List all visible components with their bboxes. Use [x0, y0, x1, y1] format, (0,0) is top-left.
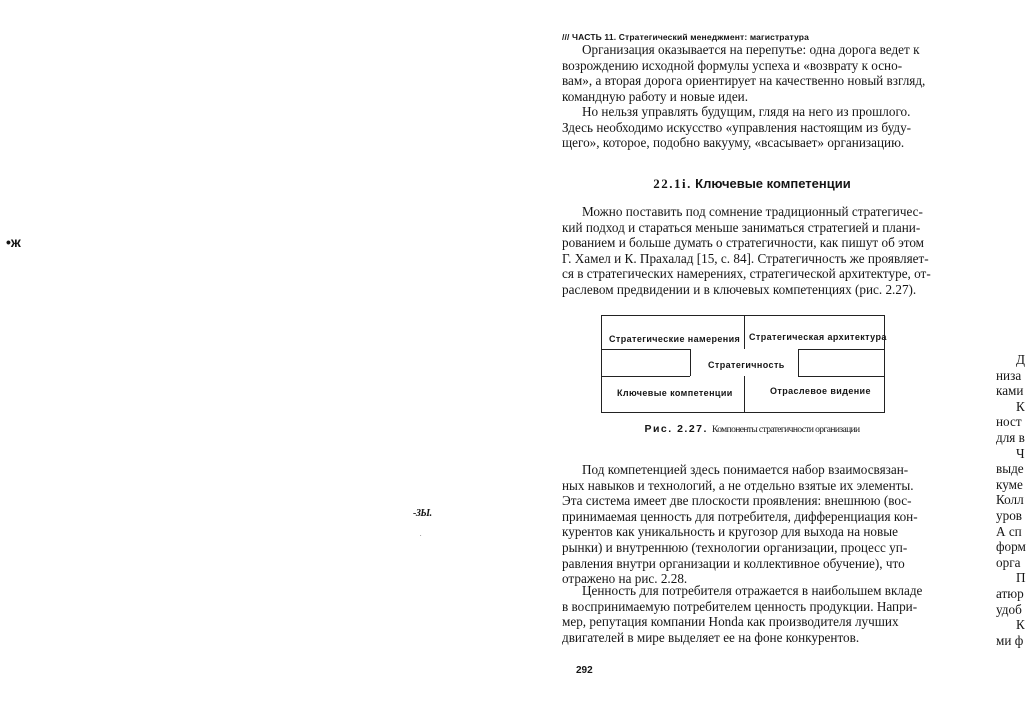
text-fragment: Колл	[996, 492, 1024, 508]
text-line: рынки) и внутреннюю (технологии организации, процесс уп-	[562, 539, 908, 555]
text-line: отражено на рис. 2.28.	[562, 571, 688, 587]
figure-caption-text: Компоненты стратегичности организации	[711, 425, 860, 435]
text-line: Эта система имеет две плоскости проявления: внешнюю (вос-	[562, 493, 912, 509]
diagram-cell-core-competencies: Ключевые компетенции	[617, 388, 733, 398]
text-line: Здесь необходимо искусство «управления настоящим из буду-	[562, 119, 912, 135]
text-fragment: Ч	[1016, 445, 1025, 461]
text-fragment: уров	[996, 507, 1023, 523]
text-line: равления внутри организации и коллективное обучение), что	[562, 555, 905, 571]
text-line: Но нельзя управлять будущим, глядя на него из прошлого.	[582, 104, 911, 119]
text-line: командную работу и новые идеи.	[562, 88, 749, 104]
section-title: Ключевые компетенции	[695, 176, 851, 191]
text-line: Под компетенцией здесь понимается набор взаимосвязан-	[582, 462, 909, 477]
text-fragment: выде	[996, 461, 1024, 477]
text-fragment: удоб	[996, 601, 1022, 617]
text-fragment: атюр	[996, 585, 1024, 601]
text-line: мер, репутация компании Honda как производителя лучших	[562, 614, 899, 630]
text-fragment: орга	[996, 554, 1021, 570]
left-page-mark: •ж	[6, 234, 21, 250]
section-heading	[562, 176, 942, 192]
text-line: в воспринимаемую потребителем ценность продукции. Напри-	[562, 598, 918, 614]
text-line: вам», а вторая дорога ориентирует на качественно новый взгляд,	[562, 73, 926, 89]
intro-paragraph-1	[562, 42, 942, 104]
text-fragment: для в	[996, 429, 1025, 445]
text-fragment: низа	[996, 367, 1022, 383]
text-fragment: ност	[996, 414, 1022, 430]
diagram-cell-strategic-architecture: Стратегическая архитектура	[749, 332, 887, 342]
text-line: двигателей в мире выделяет ее на фоне конкурентов.	[562, 629, 860, 645]
diagram-cell-industry-foresight: Отраслевое видение	[770, 386, 871, 396]
text-line: возрождению исходной формулы успеха и «возврату к осно-	[562, 57, 903, 73]
section-number: 22.1i.	[653, 176, 692, 191]
diagram-cell-strategic-intent: Стратегические намерения	[609, 334, 741, 344]
figure-caption	[562, 423, 942, 435]
text-line: Организация оказывается на перепутье: одна дорога ведет к	[582, 42, 920, 57]
figure-label: Рис. 2.27.	[644, 423, 708, 435]
body-paragraph-2	[562, 583, 942, 645]
text-line: Можно поставить под сомнение традиционный стратегичес-	[582, 204, 923, 219]
diagram-divider	[744, 376, 745, 413]
text-line: кий подход и стараться меньше заниматься стратегией и плани-	[562, 219, 921, 235]
strategicity-diagram	[601, 315, 885, 413]
text-line: Г. Хамел и К. Прахалад [15, с. 84]. Стратегичность же проявляет-	[562, 250, 929, 266]
text-fragment: ми ф	[996, 632, 1024, 648]
diagram-divider	[602, 376, 690, 377]
text-fragment: К	[1016, 617, 1025, 633]
text-line: рованием и больше думать о стратегичности, как пишут об этом	[562, 235, 925, 251]
section-paragraph	[562, 204, 942, 298]
left-page-dot: .	[420, 532, 422, 538]
text-fragment: А сп	[996, 523, 1022, 539]
text-fragment: Д	[1016, 352, 1025, 367]
text-fragment: ками	[996, 383, 1024, 399]
running-header: /// ЧАСТЬ 11. Стратегический менеджмент: магистратура	[562, 32, 810, 42]
body-paragraph-1	[562, 462, 942, 587]
text-line: ся в стратегических намерениях, стратегической архитектуре, от-	[562, 266, 931, 282]
diagram-divider	[690, 349, 691, 376]
diagram-divider	[602, 349, 690, 350]
diagram-divider	[798, 376, 885, 377]
text-line: курентов как уникальность и кругозор для выхода на новые	[562, 524, 898, 540]
diagram-divider	[798, 349, 799, 376]
text-fragment: форм	[996, 539, 1026, 555]
text-fragment: куме	[996, 476, 1023, 492]
text-line: ных навыков и технологий, а не отдельно взятые их элементы.	[562, 477, 914, 493]
text-line: принимаемая ценность для потребителя, дифференциация кон-	[562, 508, 918, 524]
left-page-fragment: -ЗЫ.	[413, 508, 432, 519]
diagram-divider	[744, 316, 745, 349]
page-number: 292	[576, 665, 593, 676]
text-line: Ценность для потребителя отражается в наибольшем вкладе	[582, 583, 923, 598]
text-fragment: П	[1016, 570, 1026, 586]
text-line: щего», которое, подобно вакууму, «всасывает» организацию.	[562, 135, 905, 151]
diagram-cell-strategicity: Стратегичность	[708, 360, 785, 370]
text-line: раслевом предвидении и в ключевых компетенциях (рис. 2.27).	[562, 281, 917, 297]
text-fragment: К	[1016, 398, 1025, 414]
diagram-divider	[798, 349, 885, 350]
intro-paragraph-2	[562, 104, 942, 151]
right-page-fragments	[996, 352, 1036, 648]
